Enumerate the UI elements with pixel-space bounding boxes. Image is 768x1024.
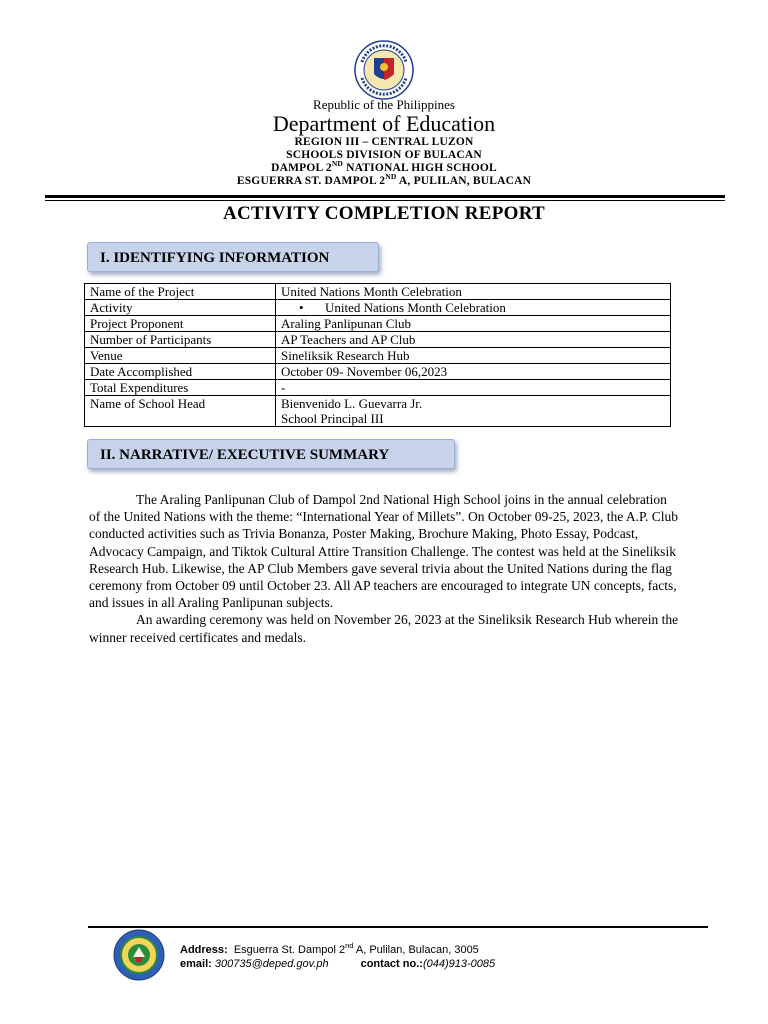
footer-phone: (044)913-0085 [422, 958, 496, 970]
table-row [85, 316, 671, 332]
row-value: United Nations Month Celebration [276, 284, 671, 300]
footer-email: 300735@deped.gov.ph [214, 958, 329, 970]
row-label: Project Proponent [85, 316, 276, 332]
row-label: Date Accomplished [85, 364, 276, 380]
school-address: ESGUERRA ST. DAMPOL 2ND A, PULILAN, BULACAN [236, 172, 532, 187]
school-name: DAMPOL 2ND NATIONAL HIGH SCHOOL [271, 159, 497, 174]
row-label: Name of the Project [85, 284, 276, 300]
department-name: Department of Education [272, 111, 496, 136]
header-divider-thick [45, 195, 725, 198]
narrative-paragraph: An awarding ceremony was held on November 26, 2023 at the Sineliksik Research Hub wherein the winner received certificates and medals. [89, 612, 679, 645]
deped-seal-logo [348, 40, 420, 100]
row-label: Total Expenditures [85, 380, 276, 396]
row-value: AP Teachers and AP Club [276, 332, 671, 348]
footer-address: Address: Esguerra St. Dampol 2nd A, Pulilan, Bulacan, 3005 [180, 941, 479, 956]
footer-contact: email: 300735@deped.gov.ph contact no.:(044)913-0085 [180, 958, 496, 970]
narrative-summary [89, 491, 681, 646]
table-row [85, 364, 671, 380]
report-title: ACTIVITY COMPLETION REPORT [222, 203, 546, 224]
school-logo [108, 929, 170, 981]
bullet-icon: • [299, 300, 304, 315]
table-row [85, 348, 671, 364]
row-value: Sineliksik Research Hub [276, 348, 671, 364]
row-label: Name of School Head [85, 396, 276, 427]
table-row [85, 380, 671, 396]
row-value: • United Nations Month Celebration [276, 300, 671, 316]
header-divider-thin [45, 200, 725, 201]
section-heading-identifying-info: I. IDENTIFYING INFORMATION [87, 242, 379, 272]
table-row [85, 396, 671, 427]
row-label: Activity [85, 300, 276, 316]
section-heading-narrative: II. NARRATIVE/ EXECUTIVE SUMMARY [87, 439, 455, 469]
row-label: Number of Participants [85, 332, 276, 348]
region-line: REGION III – CENTRAL LUZON [294, 136, 474, 148]
table-row [85, 284, 671, 300]
identifying-info-table [84, 283, 671, 427]
republic-line: Republic of the Philippines [313, 97, 455, 112]
narrative-paragraph: The Araling Panlipunan Club of Dampol 2nd National High School joins in the annual celebration of the United Nations with the theme: “International Year of Millets”. On October 09-25, 2023, the A.P. Club conducted activities such as Trivia Bonanza, Poster Making, Brochure Making, Photo Essay, Podcast, Advocacy Campaign, and Tiktok Cultural Attire Transition Challenge. The contest was held at the Sineliksik Research Hub. Likewise, the AP Club Members gave several trivia about the United Nations during the flag ceremony from October 09 until October 23. All AP teachers are encouraged to integrate UN concepts, facts, and issues in all Araling Panlipunan subjects. [89, 492, 679, 611]
row-label: Venue [85, 348, 276, 364]
division-line: SCHOOLS DIVISION OF BULACAN [286, 149, 482, 161]
row-value: Araling Panlipunan Club [276, 316, 671, 332]
row-value: Bienvenido L. Guevarra Jr. School Principal III [276, 396, 671, 427]
row-value: October 09- November 06,2023 [276, 364, 671, 380]
table-row [85, 300, 671, 316]
footer-divider [88, 926, 708, 928]
table-row [85, 332, 671, 348]
row-value: - [276, 380, 671, 396]
